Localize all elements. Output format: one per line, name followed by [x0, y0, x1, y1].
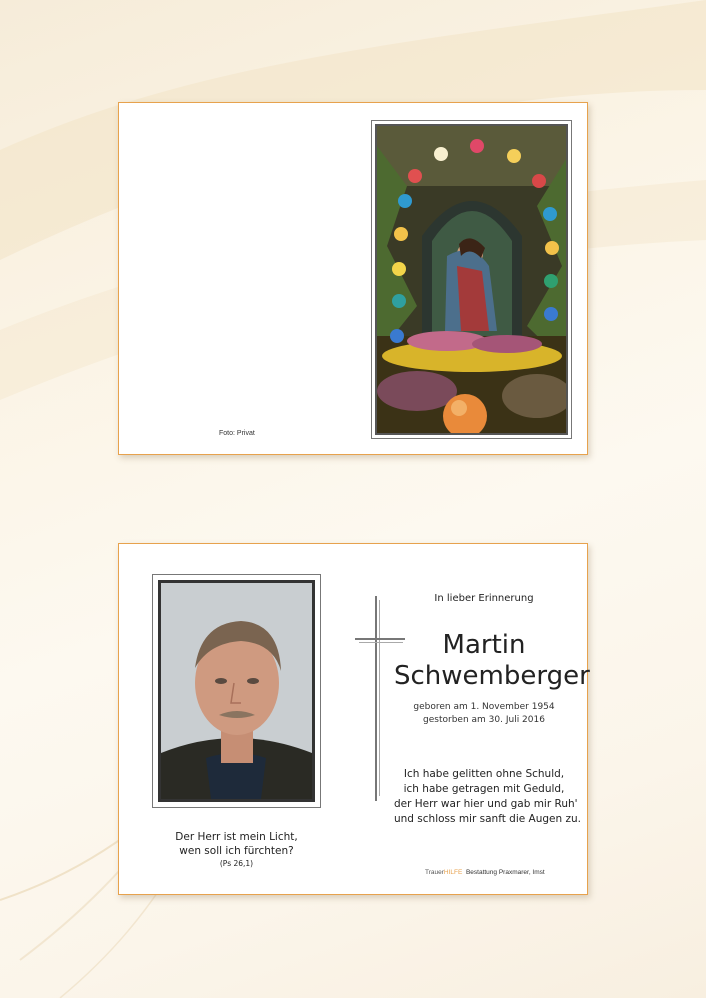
- portrait-frame: [152, 574, 321, 808]
- birth-date: geboren am 1. November 1954: [413, 702, 555, 712]
- death-date: gestorben am 30. Juli 2016: [423, 715, 545, 725]
- card-inside: [118, 543, 588, 895]
- brand-name-part2: HILFE: [443, 869, 463, 876]
- picture-frame: [371, 120, 572, 439]
- poem-line: Ich habe gelitten ohne Schuld,: [403, 768, 565, 780]
- memorial-poem: [394, 767, 581, 827]
- brand-name-part1: Trauer: [425, 869, 444, 876]
- psalm-line: Der Herr ist mein Licht,: [175, 831, 298, 843]
- psalm-reference: (Ps 26,1): [219, 859, 254, 868]
- deceased-last-name: Schwemberger: [394, 661, 590, 691]
- funeral-home: Bestattung Praxmarer, Imst: [465, 869, 545, 876]
- devotional-picture-icon: [377, 126, 568, 435]
- psalm-verse: [149, 830, 324, 869]
- deceased-first-name: Martin: [442, 630, 526, 660]
- portrait-photo-icon: [161, 583, 312, 799]
- poem-line: der Herr war hier und gab mir Ruh': [394, 798, 578, 810]
- photo-credit: Foto: Privat: [219, 430, 255, 437]
- poem-line: und schloss mir sanft die Augen zu.: [394, 813, 581, 825]
- life-dates: [394, 701, 574, 727]
- card-front: [118, 102, 588, 455]
- footer-imprint: [425, 869, 545, 876]
- poem-line: ich habe getragen mit Geduld,: [403, 783, 565, 795]
- psalm-line: wen soll ich fürchten?: [179, 845, 294, 857]
- memory-heading: In lieber Erinnerung: [434, 593, 534, 604]
